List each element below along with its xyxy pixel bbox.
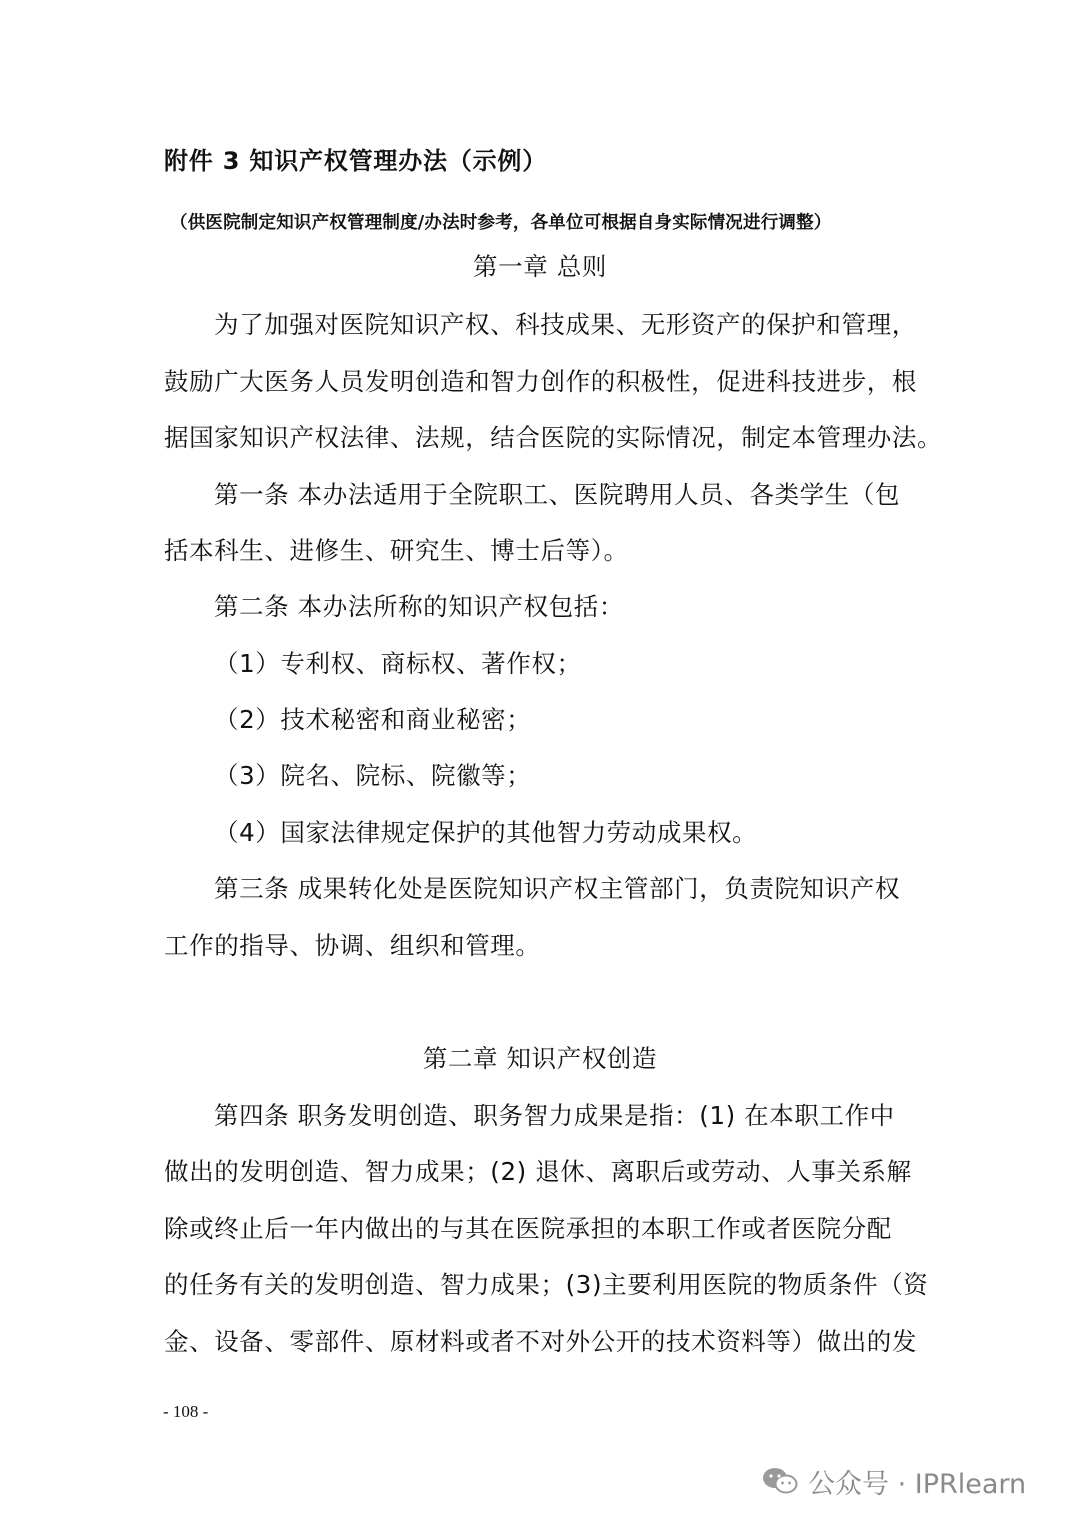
body-line: 鼓励广大医务人员发明创造和智力创作的积极性，促进科技进步，根 [164, 367, 917, 396]
article-4-line: 第四条 职务发明创造、职务智力成果是指：(1) 在本职工作中 [214, 1101, 895, 1130]
watermark [762, 1462, 1026, 1500]
article-4-line: 金、设备、零部件、原材料或者不对外公开的技术资料等）做出的发 [164, 1327, 917, 1356]
article-3-line: 工作的指导、协调、组织和管理。 [164, 931, 541, 960]
list-item: （4）国家法律规定保护的其他智力劳动成果权。 [214, 818, 758, 847]
wechat-icon [762, 1466, 798, 1496]
article-1-line: 第一条 本办法适用于全院职工、医院聘用人员、各类学生（包 [214, 480, 901, 509]
watermark-text: 公众号 · IPRlearn [808, 1468, 1027, 1500]
chapter-1-heading: 第一章 总则 [473, 252, 607, 281]
body-line: 据国家知识产权法律、法规，结合医院的实际情况，制定本管理办法。 [164, 423, 943, 452]
chapter-2-heading: 第二章 知识产权创造 [422, 1044, 658, 1073]
article-4-line: 做出的发明创造、智力成果；(2) 退休、离职后或劳动、人事关系解 [164, 1157, 912, 1186]
body-line: 为了加强对医院知识产权、科技成果、无形资产的保护和管理， [214, 310, 917, 339]
list-item: （3）院名、院标、院徽等； [214, 761, 532, 790]
list-item: （1）专利权、商标权、著作权； [214, 649, 582, 678]
article-2-line: 第二条 本办法所称的知识产权包括： [214, 592, 624, 621]
article-3-line: 第三条 成果转化处是医院知识产权主管部门，负责院知识产权 [214, 874, 901, 903]
list-item: （2）技术秘密和商业秘密； [214, 705, 532, 734]
document-title: 附件 3 知识产权管理办法（示例） [164, 147, 548, 175]
article-4-line: 除或终止后一年内做出的与其在医院承担的本职工作或者医院分配 [164, 1214, 892, 1243]
article-4-line: 的任务有关的发明创造、智力成果；(3)主要利用医院的物质条件（资 [164, 1270, 929, 1299]
document-note: （供医院制定知识产权管理制度/办法时参考，各单位可根据自身实际情况进行调整） [170, 213, 832, 233]
article-1-line: 括本科生、进修生、研究生、博士后等）。 [164, 536, 629, 565]
page-number: - 108 - [163, 1402, 209, 1421]
